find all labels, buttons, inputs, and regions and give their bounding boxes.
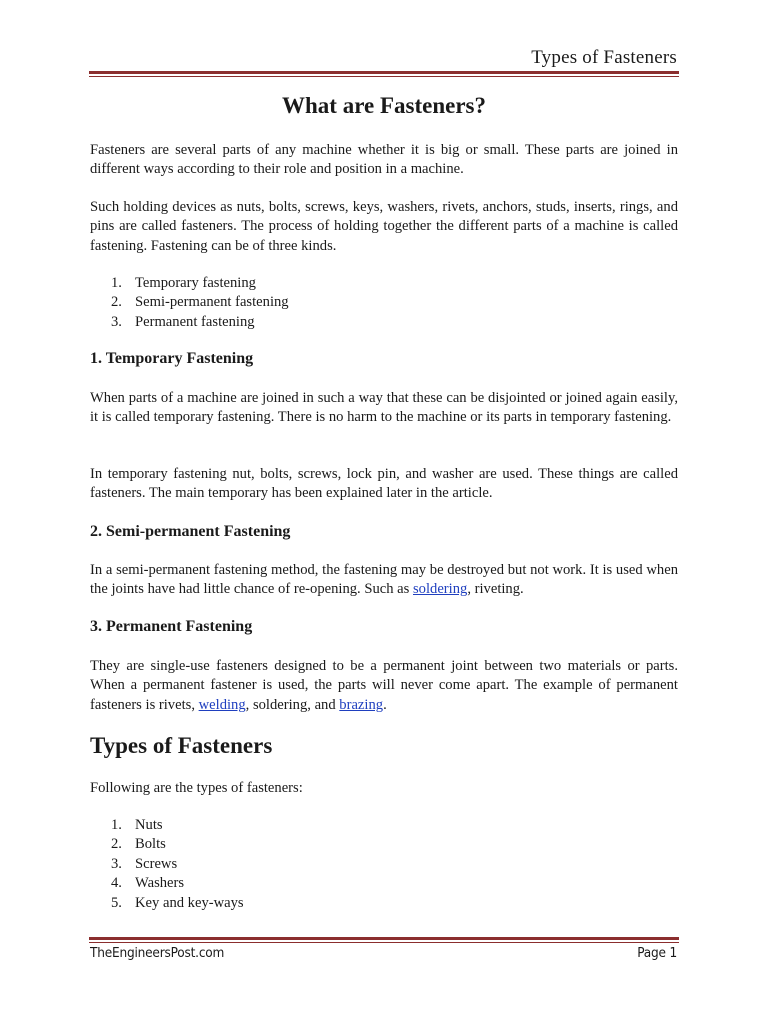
list-item-text: Screws	[135, 855, 178, 872]
footer-page-number: Page 1	[637, 945, 677, 961]
list-item	[111, 855, 244, 874]
semi-permanent-text: In a semi-permanent fastening method, the fastening may be destroyed but not work. It is used when the joints have had little chance of re-opening. Such as	[90, 562, 678, 598]
list-item-number: 3.	[111, 855, 122, 872]
list-item-number: 1.	[111, 275, 122, 291]
list-item	[111, 313, 289, 332]
list-item-text: Temporary fastening	[135, 275, 256, 291]
fastening-kinds-list	[111, 274, 289, 332]
page-title: What are Fasteners?	[282, 93, 486, 118]
intro-paragraph-2: Such holding devices as nuts, bolts, screws, keys, washers, rivets, anchors, studs, inserts, rings, and pins are called fasteners. The process of holding together the different parts of a machine is called fastening. Fastening can be of three kinds.	[90, 199, 678, 254]
temporary-paragraph-2: In temporary fastening nut, bolts, screws, lock pin, and washer are used. These things are called fasteners. The main temporary has been explained later in the article.	[90, 466, 678, 502]
list-item	[111, 874, 244, 893]
semi-permanent-text-end: , riveting.	[467, 581, 524, 598]
list-item-text: Permanent fastening	[135, 313, 255, 330]
welding-link[interactable]: welding	[198, 696, 246, 713]
list-item-number: 5.	[111, 894, 122, 911]
list-item-number: 2.	[111, 294, 122, 311]
list-item-number: 4.	[111, 875, 122, 892]
footer-rule	[89, 937, 679, 943]
semi-permanent-fastening-heading: 2. Semi-permanent Fastening	[90, 523, 291, 540]
list-item-text: Nuts	[135, 817, 163, 833]
list-item-text: Key and key-ways	[135, 894, 244, 911]
list-item-text: Semi-permanent fastening	[135, 294, 289, 311]
permanent-text-middle: , soldering, and	[245, 696, 340, 713]
permanent-paragraph	[90, 657, 678, 715]
list-item	[111, 835, 244, 854]
types-intro: Following are the types of fasteners:	[90, 780, 303, 796]
temporary-paragraph-1: When parts of a machine are joined in such a way that these can be disjointed or joined again easily, it is called temporary fastening. There is no harm to the machine or its parts in temporary fastening.	[90, 390, 678, 426]
header-rule	[89, 71, 679, 77]
brazing-link[interactable]: brazing	[339, 696, 384, 713]
fastener-types-list	[111, 816, 244, 913]
list-item-number: 1.	[111, 817, 122, 833]
list-item-number: 3.	[111, 313, 122, 330]
running-header-title: Types of Fasteners	[531, 47, 677, 68]
permanent-fastening-heading: 3. Permanent Fastening	[90, 618, 253, 635]
types-of-fasteners-heading: Types of Fasteners	[90, 733, 273, 758]
list-item-text: Washers	[135, 875, 185, 892]
list-item	[111, 894, 244, 913]
list-item	[111, 816, 244, 835]
soldering-link[interactable]: soldering	[413, 581, 468, 598]
list-item	[111, 274, 289, 293]
list-item-number: 2.	[111, 836, 122, 853]
permanent-text: They are single-use fasteners designed to be a permanent joint between two materials or parts. When a permanent fastener is used, the parts will never come apart. The example of permanent fasteners is rivets,	[90, 658, 678, 713]
intro-paragraph-1: Fasteners are several parts of any machine whether it is big or small. These parts are joined in different ways according to their role and position in a machine.	[90, 142, 678, 178]
semi-permanent-paragraph	[90, 561, 678, 600]
temporary-fastening-heading: 1. Temporary Fastening	[90, 350, 254, 367]
footer-site-name: TheEngineersPost.com	[90, 945, 225, 961]
list-item	[111, 293, 289, 312]
permanent-text-end: .	[383, 696, 387, 713]
list-item-text: Bolts	[135, 836, 166, 853]
